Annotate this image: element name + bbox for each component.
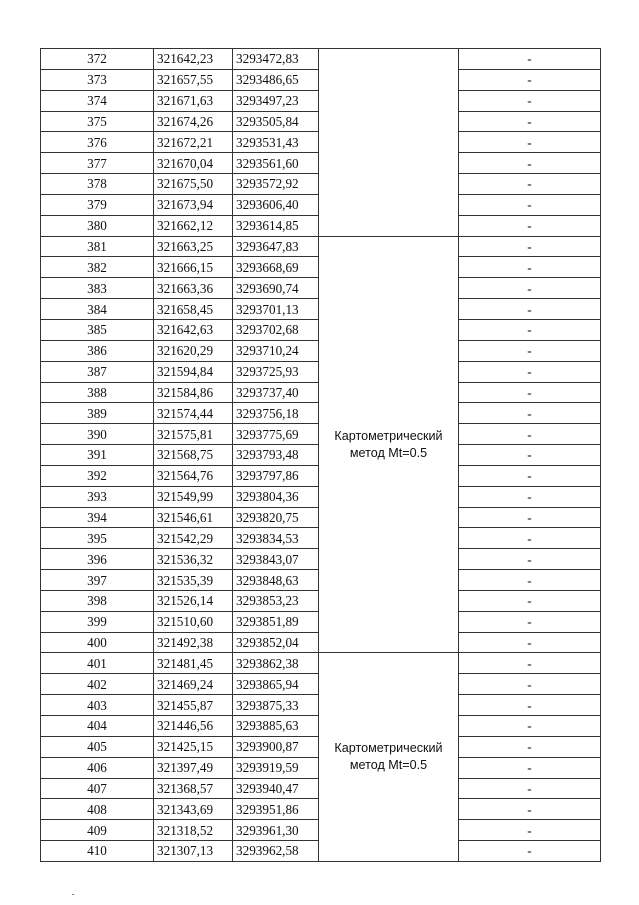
- precision-dash-cell: -: [459, 403, 601, 424]
- x-coordinate-cell: 321510,60: [154, 611, 233, 632]
- x-coordinate-cell: 321620,29: [154, 340, 233, 361]
- point-number-cell: 390: [41, 424, 154, 445]
- x-coordinate-cell: 321549,99: [154, 486, 233, 507]
- method-line-1: Картометрический: [334, 428, 443, 443]
- precision-dash-cell: -: [459, 111, 601, 132]
- method-cell: [319, 49, 459, 237]
- x-coordinate-cell: 321658,45: [154, 299, 233, 320]
- y-coordinate-cell: 3293843,07: [233, 549, 319, 570]
- y-coordinate-cell: 3293820,75: [233, 507, 319, 528]
- point-number-cell: 385: [41, 319, 154, 340]
- point-number-cell: 394: [41, 507, 154, 528]
- y-coordinate-cell: 3293804,36: [233, 486, 319, 507]
- precision-dash-cell: -: [459, 445, 601, 466]
- x-coordinate-cell: 321446,56: [154, 716, 233, 737]
- method-line-2: метод Mt=0.5: [349, 758, 428, 773]
- y-coordinate-cell: 3293797,86: [233, 465, 319, 486]
- point-number-cell: 398: [41, 590, 154, 611]
- precision-dash-cell: -: [459, 132, 601, 153]
- point-number-cell: 406: [41, 757, 154, 778]
- point-number-cell: 401: [41, 653, 154, 674]
- x-coordinate-cell: 321564,76: [154, 465, 233, 486]
- precision-dash-cell: -: [459, 549, 601, 570]
- x-coordinate-cell: 321642,23: [154, 49, 233, 70]
- y-coordinate-cell: 3293848,63: [233, 570, 319, 591]
- x-coordinate-cell: 321455,87: [154, 695, 233, 716]
- precision-dash-cell: -: [459, 319, 601, 340]
- x-coordinate-cell: 321657,55: [154, 69, 233, 90]
- point-number-cell: 393: [41, 486, 154, 507]
- precision-dash-cell: -: [459, 49, 601, 70]
- point-number-cell: 372: [41, 49, 154, 70]
- y-coordinate-cell: 3293710,24: [233, 340, 319, 361]
- y-coordinate-cell: 3293862,38: [233, 653, 319, 674]
- y-coordinate-cell: 3293701,13: [233, 299, 319, 320]
- point-number-cell: 374: [41, 90, 154, 111]
- precision-dash-cell: -: [459, 278, 601, 299]
- x-coordinate-cell: 321594,84: [154, 361, 233, 382]
- precision-dash-cell: -: [459, 90, 601, 111]
- x-coordinate-cell: 321542,29: [154, 528, 233, 549]
- y-coordinate-cell: 3293737,40: [233, 382, 319, 403]
- table-row: [41, 653, 601, 674]
- y-coordinate-cell: 3293961,30: [233, 820, 319, 841]
- point-number-cell: 402: [41, 674, 154, 695]
- point-number-cell: 382: [41, 257, 154, 278]
- precision-dash-cell: -: [459, 778, 601, 799]
- point-number-cell: 397: [41, 570, 154, 591]
- y-coordinate-cell: 3293756,18: [233, 403, 319, 424]
- point-number-cell: 389: [41, 403, 154, 424]
- method-cell: [319, 236, 459, 653]
- y-coordinate-cell: 3293940,47: [233, 778, 319, 799]
- y-coordinate-cell: 3293793,48: [233, 445, 319, 466]
- precision-dash-cell: -: [459, 611, 601, 632]
- x-coordinate-cell: 321546,61: [154, 507, 233, 528]
- x-coordinate-cell: 321575,81: [154, 424, 233, 445]
- y-coordinate-cell: 3293951,86: [233, 799, 319, 820]
- coordinate-table: [40, 48, 601, 862]
- x-coordinate-cell: 321343,69: [154, 799, 233, 820]
- x-coordinate-cell: 321368,57: [154, 778, 233, 799]
- point-number-cell: 380: [41, 215, 154, 236]
- x-coordinate-cell: 321674,26: [154, 111, 233, 132]
- point-number-cell: 410: [41, 841, 154, 862]
- y-coordinate-cell: 3293702,68: [233, 319, 319, 340]
- point-number-cell: 381: [41, 236, 154, 257]
- precision-dash-cell: -: [459, 841, 601, 862]
- point-number-cell: 395: [41, 528, 154, 549]
- point-number-cell: 384: [41, 299, 154, 320]
- y-coordinate-cell: 3293614,85: [233, 215, 319, 236]
- point-number-cell: 400: [41, 632, 154, 653]
- x-coordinate-cell: 321673,94: [154, 194, 233, 215]
- x-coordinate-cell: 321397,49: [154, 757, 233, 778]
- precision-dash-cell: -: [459, 236, 601, 257]
- point-number-cell: 392: [41, 465, 154, 486]
- x-coordinate-cell: 321481,45: [154, 653, 233, 674]
- y-coordinate-cell: 3293647,83: [233, 236, 319, 257]
- x-coordinate-cell: 321670,04: [154, 153, 233, 174]
- precision-dash-cell: -: [459, 716, 601, 737]
- method-line-1: Картометрический: [334, 741, 443, 756]
- y-coordinate-cell: 3293851,89: [233, 611, 319, 632]
- precision-dash-cell: -: [459, 424, 601, 445]
- point-number-cell: 376: [41, 132, 154, 153]
- y-coordinate-cell: 3293725,93: [233, 361, 319, 382]
- x-coordinate-cell: 321574,44: [154, 403, 233, 424]
- precision-dash-cell: -: [459, 69, 601, 90]
- point-number-cell: 405: [41, 736, 154, 757]
- point-number-cell: 396: [41, 549, 154, 570]
- precision-dash-cell: -: [459, 382, 601, 403]
- y-coordinate-cell: 3293852,04: [233, 632, 319, 653]
- x-coordinate-cell: 321568,75: [154, 445, 233, 466]
- y-coordinate-cell: 3293690,74: [233, 278, 319, 299]
- y-coordinate-cell: 3293472,83: [233, 49, 319, 70]
- precision-dash-cell: -: [459, 590, 601, 611]
- point-number-cell: 399: [41, 611, 154, 632]
- y-coordinate-cell: 3293531,43: [233, 132, 319, 153]
- y-coordinate-cell: 3293606,40: [233, 194, 319, 215]
- precision-dash-cell: -: [459, 820, 601, 841]
- point-number-cell: 404: [41, 716, 154, 737]
- method-line-2: метод Mt=0.5: [349, 445, 428, 460]
- precision-dash-cell: -: [459, 257, 601, 278]
- point-number-cell: 388: [41, 382, 154, 403]
- point-number-cell: 383: [41, 278, 154, 299]
- x-coordinate-cell: 321663,36: [154, 278, 233, 299]
- y-coordinate-cell: 3293486,65: [233, 69, 319, 90]
- precision-dash-cell: -: [459, 194, 601, 215]
- precision-dash-cell: -: [459, 215, 601, 236]
- x-coordinate-cell: 321584,86: [154, 382, 233, 403]
- x-coordinate-cell: 321307,13: [154, 841, 233, 862]
- y-coordinate-cell: 3293668,69: [233, 257, 319, 278]
- x-coordinate-cell: 321535,39: [154, 570, 233, 591]
- scan-speck: [72, 894, 74, 895]
- y-coordinate-cell: 3293775,69: [233, 424, 319, 445]
- precision-dash-cell: -: [459, 153, 601, 174]
- point-number-cell: 409: [41, 820, 154, 841]
- x-coordinate-cell: 321318,52: [154, 820, 233, 841]
- x-coordinate-cell: 321492,38: [154, 632, 233, 653]
- method-cell: [319, 653, 459, 861]
- table-row: [41, 49, 601, 70]
- point-number-cell: 375: [41, 111, 154, 132]
- y-coordinate-cell: 3293497,23: [233, 90, 319, 111]
- x-coordinate-cell: 321642,63: [154, 319, 233, 340]
- y-coordinate-cell: 3293865,94: [233, 674, 319, 695]
- x-coordinate-cell: 321526,14: [154, 590, 233, 611]
- point-number-cell: 387: [41, 361, 154, 382]
- x-coordinate-cell: 321675,50: [154, 174, 233, 195]
- coordinate-table-page: [40, 48, 600, 862]
- precision-dash-cell: -: [459, 799, 601, 820]
- x-coordinate-cell: 321666,15: [154, 257, 233, 278]
- y-coordinate-cell: 3293962,58: [233, 841, 319, 862]
- x-coordinate-cell: 321662,12: [154, 215, 233, 236]
- precision-dash-cell: -: [459, 632, 601, 653]
- point-number-cell: 403: [41, 695, 154, 716]
- y-coordinate-cell: 3293561,60: [233, 153, 319, 174]
- y-coordinate-cell: 3293919,59: [233, 757, 319, 778]
- x-coordinate-cell: 321671,63: [154, 90, 233, 111]
- coordinate-table-body: [41, 49, 601, 862]
- precision-dash-cell: -: [459, 757, 601, 778]
- x-coordinate-cell: 321672,21: [154, 132, 233, 153]
- precision-dash-cell: -: [459, 570, 601, 591]
- point-number-cell: 407: [41, 778, 154, 799]
- precision-dash-cell: -: [459, 174, 601, 195]
- point-number-cell: 377: [41, 153, 154, 174]
- precision-dash-cell: -: [459, 486, 601, 507]
- precision-dash-cell: -: [459, 507, 601, 528]
- precision-dash-cell: -: [459, 465, 601, 486]
- precision-dash-cell: -: [459, 653, 601, 674]
- table-row: [41, 236, 601, 257]
- precision-dash-cell: -: [459, 528, 601, 549]
- precision-dash-cell: -: [459, 340, 601, 361]
- y-coordinate-cell: 3293853,23: [233, 590, 319, 611]
- x-coordinate-cell: 321536,32: [154, 549, 233, 570]
- y-coordinate-cell: 3293834,53: [233, 528, 319, 549]
- y-coordinate-cell: 3293885,63: [233, 716, 319, 737]
- point-number-cell: 373: [41, 69, 154, 90]
- x-coordinate-cell: 321425,15: [154, 736, 233, 757]
- precision-dash-cell: -: [459, 674, 601, 695]
- point-number-cell: 391: [41, 445, 154, 466]
- x-coordinate-cell: 321469,24: [154, 674, 233, 695]
- precision-dash-cell: -: [459, 299, 601, 320]
- x-coordinate-cell: 321663,25: [154, 236, 233, 257]
- precision-dash-cell: -: [459, 361, 601, 382]
- y-coordinate-cell: 3293572,92: [233, 174, 319, 195]
- point-number-cell: 379: [41, 194, 154, 215]
- point-number-cell: 386: [41, 340, 154, 361]
- precision-dash-cell: -: [459, 736, 601, 757]
- y-coordinate-cell: 3293505,84: [233, 111, 319, 132]
- point-number-cell: 408: [41, 799, 154, 820]
- y-coordinate-cell: 3293900,87: [233, 736, 319, 757]
- y-coordinate-cell: 3293875,33: [233, 695, 319, 716]
- point-number-cell: 378: [41, 174, 154, 195]
- precision-dash-cell: -: [459, 695, 601, 716]
